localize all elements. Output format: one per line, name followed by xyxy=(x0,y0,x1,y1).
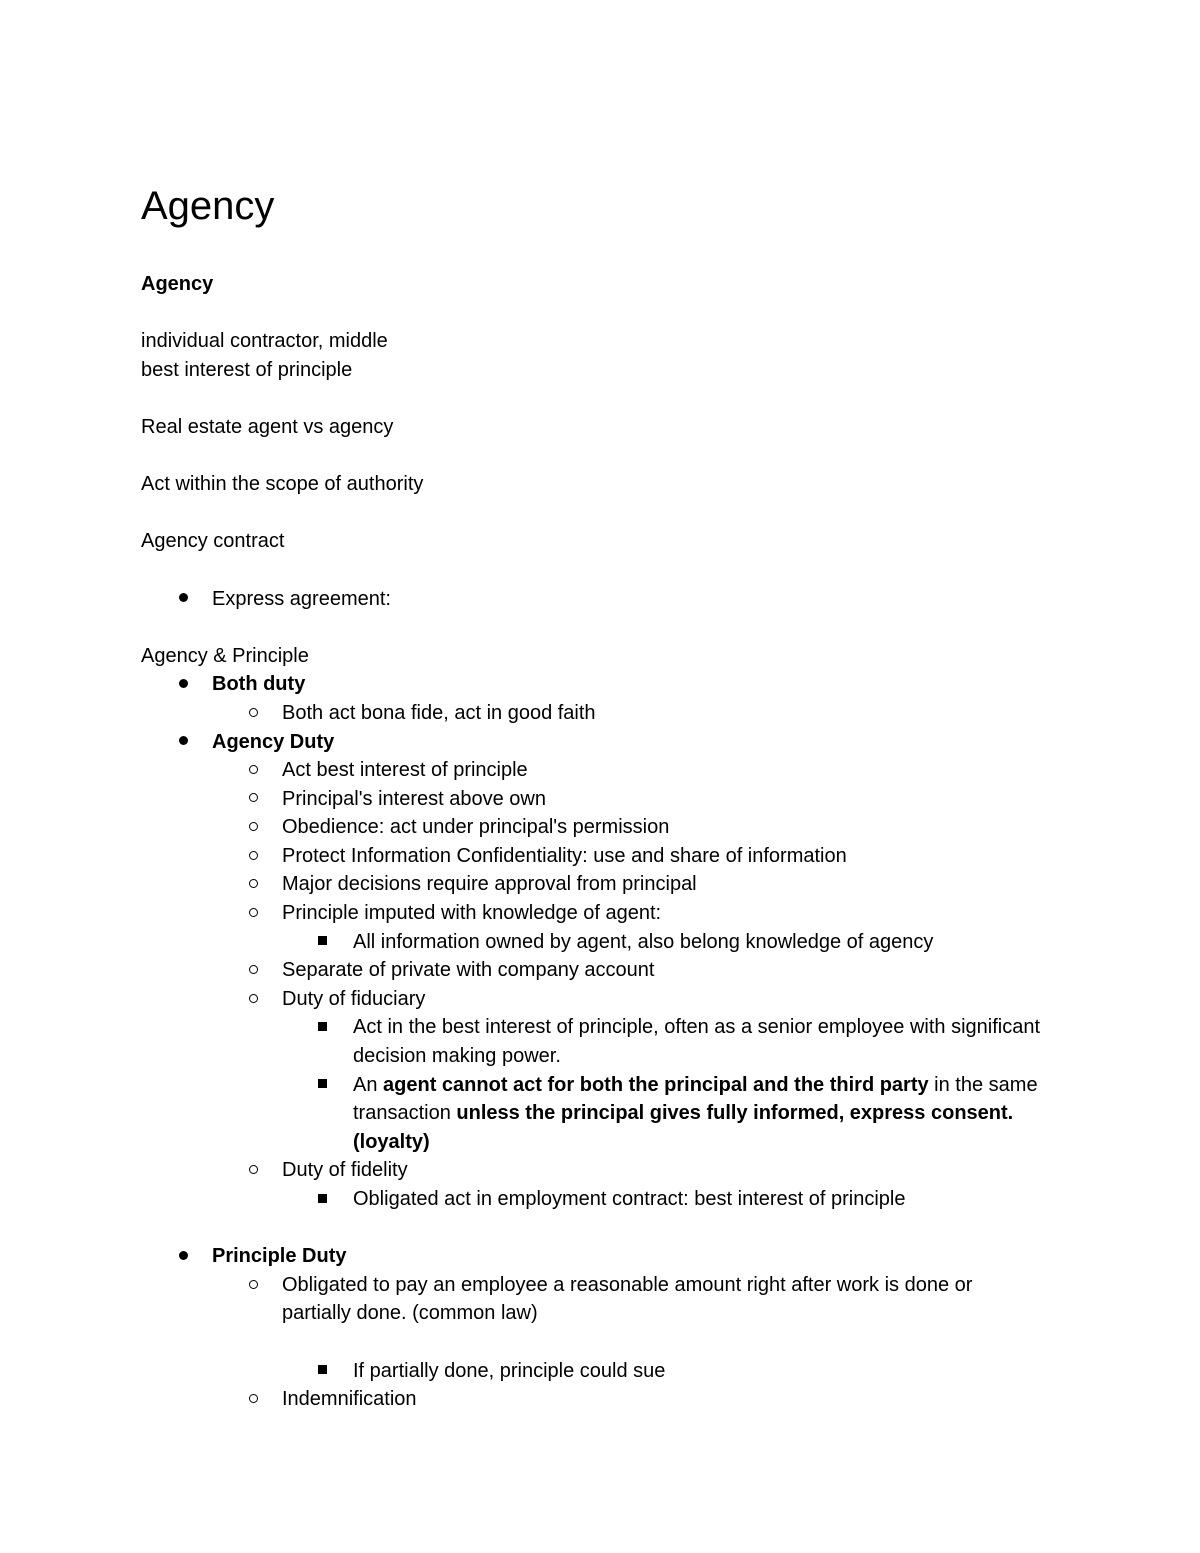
bullet-dot-icon xyxy=(179,728,188,757)
list-item: If partially done, principle could sue xyxy=(141,1357,1041,1386)
bullet-square-icon xyxy=(318,1357,327,1386)
list-item: Agency Duty xyxy=(141,728,1041,757)
bullet-dot-icon xyxy=(179,670,188,699)
list-item: Duty of fidelity xyxy=(141,1156,1041,1185)
list-item: Both duty xyxy=(141,670,1041,699)
list-item: Both act bona fide, act in good faith xyxy=(141,699,1041,728)
list-item: Principle Duty xyxy=(141,1242,1041,1271)
document-body xyxy=(141,270,1041,1414)
bullet-square-icon xyxy=(318,1013,327,1042)
bullet-circle-icon xyxy=(249,842,258,871)
list-item: Protect Information Confidentiality: use and share of information xyxy=(141,842,1041,871)
bullet-circle-icon xyxy=(249,756,258,785)
bullet-circle-icon xyxy=(249,899,258,928)
paragraph-line: individual contractor, middle xyxy=(141,330,388,353)
bullet-dot-icon xyxy=(179,1242,188,1271)
list-item: An agent cannot act for both the principal and the third party in the same transaction unless the principal gives fully informed, express consent. (loyalty) xyxy=(141,1071,1041,1157)
list-item: Indemnification xyxy=(141,1385,1041,1414)
list-item: Principle imputed with knowledge of agent: xyxy=(141,899,1041,928)
list-item: Separate of private with company account xyxy=(141,956,1041,985)
list-item: Obedience: act under principal's permission xyxy=(141,813,1041,842)
bullet-circle-icon xyxy=(249,956,258,985)
list-item: Obligated act in employment contract: best interest of principle xyxy=(141,1185,1041,1214)
bullet-circle-icon xyxy=(249,1271,258,1300)
bullet-square-icon xyxy=(318,1185,327,1214)
list-item: Principal's interest above own xyxy=(141,785,1041,814)
bullet-circle-icon xyxy=(249,813,258,842)
bullet-circle-icon xyxy=(249,1385,258,1414)
subsection-heading: Agency & Principle xyxy=(141,644,309,667)
list-item: Major decisions require approval from principal xyxy=(141,870,1041,899)
list-item: Obligated to pay an employee a reasonable amount right after work is done or partially done. (common law) xyxy=(141,1271,1041,1328)
section-heading: Agency xyxy=(141,273,214,295)
list-item: Express agreement: xyxy=(141,585,1041,614)
document-title: Agency xyxy=(141,184,275,228)
bullet-circle-icon xyxy=(249,1156,258,1185)
paragraph-line: Real estate agent vs agency xyxy=(141,415,394,438)
paragraph-line: best interest of principle xyxy=(141,358,353,381)
list-item: Duty of fiduciary xyxy=(141,985,1041,1014)
bullet-square-icon xyxy=(318,928,327,957)
bullet-circle-icon xyxy=(249,785,258,814)
bullet-dot-icon xyxy=(179,585,188,614)
bullet-circle-icon xyxy=(249,870,258,899)
list-item: All information owned by agent, also belong knowledge of agency xyxy=(141,928,1041,957)
paragraph-line: Agency contract xyxy=(141,530,285,553)
list-item: Act best interest of principle xyxy=(141,756,1041,785)
list-item: Act in the best interest of principle, often as a senior employee with significant decision making power. xyxy=(141,1013,1041,1070)
paragraph-line: Act within the scope of authority xyxy=(141,473,424,496)
bullet-circle-icon xyxy=(249,699,258,728)
bullet-circle-icon xyxy=(249,985,258,1014)
bullet-square-icon xyxy=(318,1071,327,1100)
